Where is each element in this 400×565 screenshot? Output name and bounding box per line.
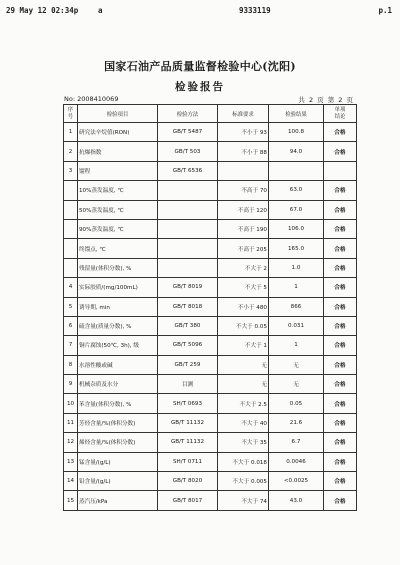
- cell-requirement: 不高于 205: [218, 239, 269, 258]
- table-row: [64, 452, 357, 471]
- cell-item: 诱导期, min: [78, 297, 158, 316]
- results-table: [63, 104, 357, 511]
- cell-result: 0.031: [269, 316, 324, 335]
- table-row: [64, 258, 357, 277]
- cell-item: 铜片腐蚀(50℃, 3h), 级: [78, 336, 158, 355]
- cell-result: 0.0046: [269, 452, 324, 471]
- cell-requirement: 不大于 2.5: [218, 394, 269, 413]
- cell-no: [64, 200, 78, 219]
- cell-conclusion: 合格: [324, 433, 357, 452]
- table-row: [64, 297, 357, 316]
- cell-method: GB/T 8020: [158, 472, 218, 491]
- cell-conclusion: 合格: [324, 239, 357, 258]
- cell-item: 机械杂质及水分: [78, 375, 158, 394]
- cell-no: 8: [64, 355, 78, 374]
- cell-item: 90%蒸发温度, ℃: [78, 219, 158, 238]
- cell-item: 烯烃含量/%(体积分数): [78, 433, 158, 452]
- cell-method: SH/T 0711: [158, 452, 218, 471]
- fax-page-number: p.1: [378, 6, 392, 15]
- cell-no: 10: [64, 394, 78, 413]
- cell-result: 1.0: [269, 258, 324, 277]
- cell-no: 7: [64, 336, 78, 355]
- cell-requirement: 不大于 2: [218, 258, 269, 277]
- table-header-row: [64, 105, 357, 123]
- cell-no: 6: [64, 316, 78, 335]
- header-result: 检验结果: [269, 105, 324, 123]
- report-number: No: 2008410069: [64, 95, 119, 103]
- cell-method: 目测: [158, 375, 218, 394]
- table-row: [64, 472, 357, 491]
- cell-requirement: [218, 161, 269, 180]
- cell-item: 终馏点, ℃: [78, 239, 158, 258]
- report-subtitle: 检验报告: [175, 81, 225, 93]
- cell-conclusion: 合格: [324, 278, 357, 297]
- cell-method: [158, 219, 218, 238]
- cell-method: GB/T 5487: [158, 123, 218, 142]
- cell-result: 165.0: [269, 239, 324, 258]
- header-requirement: 标准要求: [218, 105, 269, 123]
- cell-requirement: 不大于 1: [218, 336, 269, 355]
- header-conclusion: 单项 结论: [324, 105, 357, 123]
- cell-requirement: 不小于 480: [218, 297, 269, 316]
- cell-requirement: 不小于 93: [218, 123, 269, 142]
- cell-conclusion: 合格: [324, 355, 357, 374]
- cell-no: [64, 239, 78, 258]
- cell-conclusion: 合格: [324, 394, 357, 413]
- report-title: 国家石油产品质量监督检验中心(沈阳): [104, 60, 296, 73]
- cell-item: 水溶性酸或碱: [78, 355, 158, 374]
- table-row: [64, 316, 357, 335]
- table-row: [64, 278, 357, 297]
- table-row: [64, 491, 357, 510]
- cell-no: [64, 181, 78, 200]
- fax-number: 9333119: [239, 6, 271, 15]
- cell-result: 1: [269, 278, 324, 297]
- cell-item: 硫含量(质量分数), %: [78, 316, 158, 335]
- cell-method: GB/T 11132: [158, 413, 218, 432]
- cell-item: 残留量(体积分数), %: [78, 258, 158, 277]
- cell-no: 11: [64, 413, 78, 432]
- table-row: [64, 413, 357, 432]
- header-no: 序 号: [64, 105, 78, 123]
- table-row: [64, 433, 357, 452]
- cell-result: 21.6: [269, 413, 324, 432]
- cell-method: [158, 181, 218, 200]
- cell-result: 94.0: [269, 142, 324, 161]
- cell-method: GB/T 11132: [158, 433, 218, 452]
- cell-result: 67.0: [269, 200, 324, 219]
- cell-method: [158, 200, 218, 219]
- cell-requirement: 无: [218, 375, 269, 394]
- cell-method: [158, 239, 218, 258]
- table-row: [64, 142, 357, 161]
- cell-conclusion: 合格: [324, 123, 357, 142]
- cell-result: 106.0: [269, 219, 324, 238]
- table-row: [64, 375, 357, 394]
- cell-no: 2: [64, 142, 78, 161]
- cell-method: [158, 258, 218, 277]
- table-row: [64, 181, 357, 200]
- cell-requirement: 不大于 0.05: [218, 316, 269, 335]
- table-row: [64, 394, 357, 413]
- cell-result: 无: [269, 355, 324, 374]
- cell-requirement: 不高于 70: [218, 181, 269, 200]
- cell-requirement: 不大于 74: [218, 491, 269, 510]
- cell-method: GB/T 503: [158, 142, 218, 161]
- cell-item: 锰含量/(g/L): [78, 452, 158, 471]
- header-method: 检验方法: [158, 105, 218, 123]
- cell-item: 研究法辛烷值(RON): [78, 123, 158, 142]
- cell-method: GB/T 259: [158, 355, 218, 374]
- table-row: [64, 336, 357, 355]
- fax-header: [6, 6, 392, 18]
- cell-requirement: 不小于 88: [218, 142, 269, 161]
- cell-requirement: 不大于 0.018: [218, 452, 269, 471]
- cell-item: 铅含量/(g/L): [78, 472, 158, 491]
- cell-conclusion: 合格: [324, 452, 357, 471]
- table-row: [64, 239, 357, 258]
- cell-requirement: 不大于 0.005: [218, 472, 269, 491]
- table-body: [64, 123, 357, 511]
- cell-conclusion: 合格: [324, 336, 357, 355]
- cell-no: 13: [64, 452, 78, 471]
- cell-no: [64, 258, 78, 277]
- cell-item: 50%蒸发温度, ℃: [78, 200, 158, 219]
- cell-method: SH/T 0693: [158, 394, 218, 413]
- fax-mark: a: [98, 6, 103, 15]
- cell-item: 抗爆指数: [78, 142, 158, 161]
- cell-conclusion: 合格: [324, 258, 357, 277]
- cell-requirement: 无: [218, 355, 269, 374]
- cell-no: 9: [64, 375, 78, 394]
- header-item: 检验项目: [78, 105, 158, 123]
- cell-result: 866: [269, 297, 324, 316]
- cell-no: 1: [64, 123, 78, 142]
- cell-conclusion: 合格: [324, 375, 357, 394]
- cell-result: 1: [269, 336, 324, 355]
- cell-result: 63.0: [269, 181, 324, 200]
- cell-result: [269, 161, 324, 180]
- cell-conclusion: 合格: [324, 316, 357, 335]
- cell-no: 4: [64, 278, 78, 297]
- table-row: [64, 219, 357, 238]
- cell-conclusion: 合格: [324, 142, 357, 161]
- cell-method: GB/T 8019: [158, 278, 218, 297]
- cell-conclusion: 合格: [324, 181, 357, 200]
- cell-item: 芳烃含量/%(体积分数): [78, 413, 158, 432]
- cell-method: GB/T 8018: [158, 297, 218, 316]
- cell-no: 12: [64, 433, 78, 452]
- cell-requirement: 不大于 40: [218, 413, 269, 432]
- cell-item: 蒸汽压/kPa: [78, 491, 158, 510]
- cell-result: 100.8: [269, 123, 324, 142]
- cell-conclusion: 合格: [324, 413, 357, 432]
- cell-no: 15: [64, 491, 78, 510]
- cell-conclusion: 合格: [324, 297, 357, 316]
- cell-item: 10%蒸发温度, ℃: [78, 181, 158, 200]
- cell-no: 3: [64, 161, 78, 180]
- cell-no: [64, 219, 78, 238]
- cell-conclusion: 合格: [324, 200, 357, 219]
- fax-date: 29 May 12 02:34p: [6, 6, 79, 15]
- cell-result: <0.0025: [269, 472, 324, 491]
- cell-item: 馏程: [78, 161, 158, 180]
- table-row: [64, 200, 357, 219]
- cell-result: 6.7: [269, 433, 324, 452]
- cell-result: 43.0: [269, 491, 324, 510]
- cell-conclusion: 合格: [324, 472, 357, 491]
- cell-conclusion: 合格: [324, 491, 357, 510]
- table-row: [64, 123, 357, 142]
- table-row: [64, 355, 357, 374]
- cell-requirement: 不大于 35: [218, 433, 269, 452]
- table-row: [64, 161, 357, 180]
- cell-result: 无: [269, 375, 324, 394]
- cell-method: GB/T 380: [158, 316, 218, 335]
- cell-no: 14: [64, 472, 78, 491]
- cell-conclusion: 合格: [324, 219, 357, 238]
- cell-item: 苯含量(体积分数), %: [78, 394, 158, 413]
- cell-method: GB/T 5096: [158, 336, 218, 355]
- cell-item: 实际胶质/(mg/100mL): [78, 278, 158, 297]
- cell-requirement: 不大于 5: [218, 278, 269, 297]
- cell-method: GB/T 6536: [158, 161, 218, 180]
- cell-requirement: 不高于 190: [218, 219, 269, 238]
- cell-requirement: 不高于 120: [218, 200, 269, 219]
- cell-conclusion: [324, 161, 357, 180]
- cell-result: 0.05: [269, 394, 324, 413]
- page-count: 共 2 页 第 2 页: [298, 96, 354, 104]
- cell-no: 5: [64, 297, 78, 316]
- cell-method: GB/T 8017: [158, 491, 218, 510]
